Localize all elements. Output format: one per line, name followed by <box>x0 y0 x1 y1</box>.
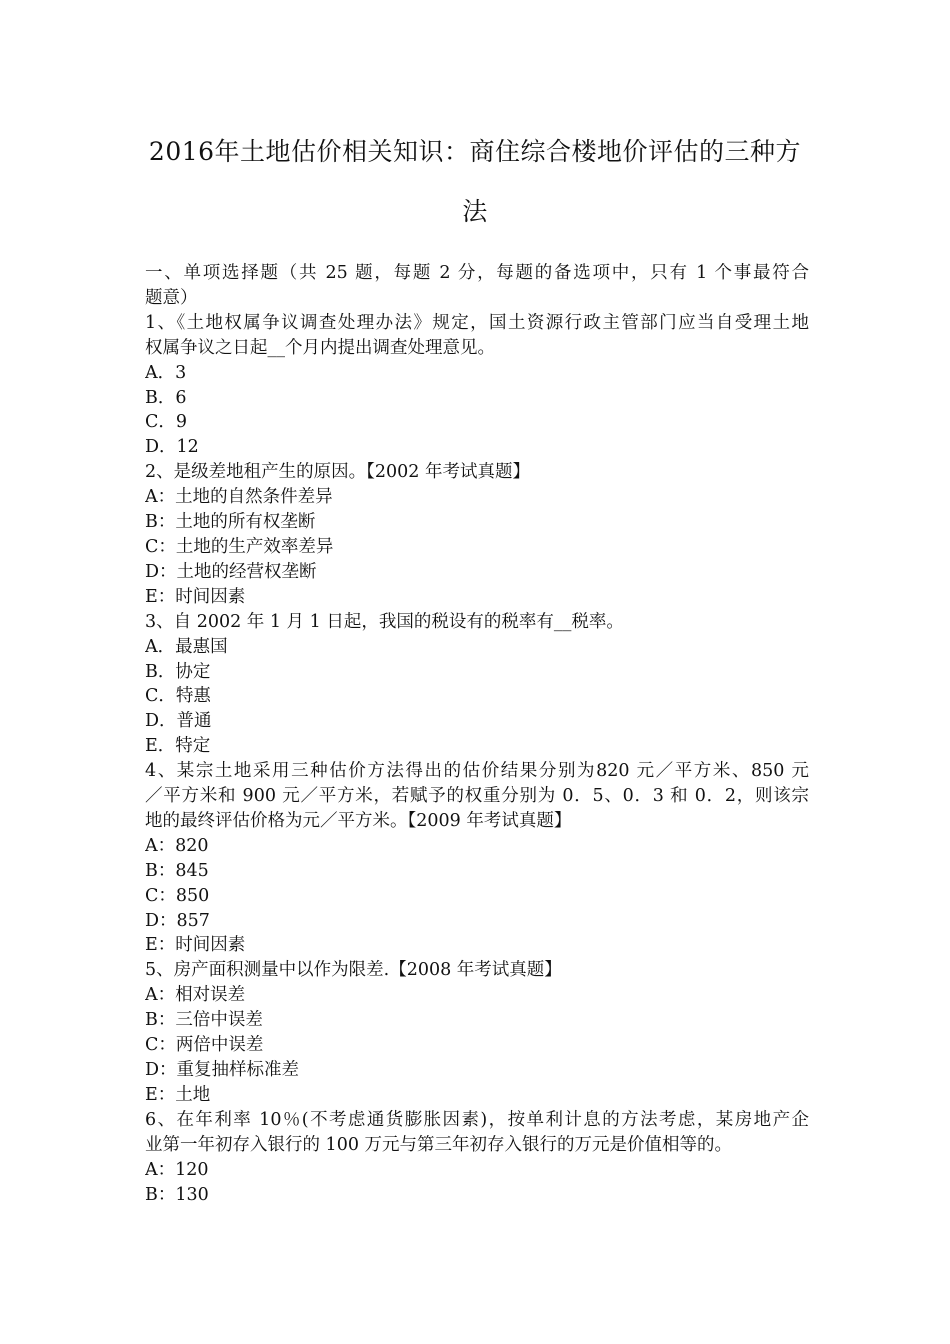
question-stem-line: 4、某宗土地采用三种估价方法得出的估价结果分别为820 元／平方米、850 元 <box>145 761 809 782</box>
question-stem-line: 权属争议之日起__个月内提出调查处理意见。 <box>145 337 495 358</box>
answer-option: D：857 <box>145 910 210 931</box>
answer-option: D．普通 <box>145 711 212 732</box>
answer-option: C：850 <box>145 885 210 906</box>
question-stem-line: 6、在年利率 10％(不考虑通货膨胀因素)，按单利计息的方法考虑，某房地产企 <box>145 1109 809 1130</box>
answer-option: D．12 <box>145 437 199 458</box>
section-heading <box>145 261 809 311</box>
question-stem-line: 5、房产面积测量中以作为限差.【2008 年考试真题】 <box>145 960 562 981</box>
question-stem-line: 3、自 2002 年 1 月 1 日起，我国的税设有的税率有__税率。 <box>145 611 624 632</box>
answer-option: E：时间因素 <box>145 586 246 607</box>
answer-option: A：土地的自然条件差异 <box>145 487 333 508</box>
question-5 <box>145 958 809 1107</box>
answer-option: C．特惠 <box>145 686 211 707</box>
answer-option: E．特定 <box>145 736 211 757</box>
question-stem-line: ／平方米和 900 元／平方米，若赋予的权重分别为 0．5、0．3 和 0．2，则该宗 <box>145 786 809 807</box>
question-6 <box>145 1108 809 1208</box>
answer-option: C．9 <box>145 412 188 433</box>
question-stem-line: 业第一年初存入银行的 100 万元与第三年初存入银行的万元是价值相等的。 <box>145 1134 733 1155</box>
question-stem-line: 地的最终评估价格为元／平方米。【2009 年考试真题】 <box>145 810 572 831</box>
question-stem-line: 1、《土地权属争议调查处理办法》规定，国土资源行政主管部门应当自受理土地 <box>145 312 809 333</box>
question-4 <box>145 759 809 958</box>
answer-option: B．协定 <box>145 661 211 682</box>
answer-option: B：土地的所有权垄断 <box>145 512 316 533</box>
answer-option: A：820 <box>145 835 209 856</box>
section-heading-line: 一、单项选择题（共 25 题，每题 2 分，每题的备选项中，只有 1 个事最符合 <box>145 263 809 283</box>
answer-option: B：845 <box>145 860 209 881</box>
answer-option: A：120 <box>145 1159 209 1180</box>
title-line: 法 <box>462 197 488 226</box>
answer-option: B：三倍中误差 <box>145 1010 263 1031</box>
answer-option: C：两倍中误差 <box>145 1035 264 1056</box>
answer-option: A．最惠国 <box>145 636 228 657</box>
answer-option: E：时间因素 <box>145 935 246 956</box>
answer-option: C：土地的生产效率差异 <box>145 536 334 557</box>
answer-option: D：土地的经营权垄断 <box>145 561 317 582</box>
title-line: 2016年土地估价相关知识：商住综合楼地价评估的三种方 <box>148 137 802 166</box>
document-title <box>120 122 830 242</box>
section-heading-line: 题意） <box>145 287 198 308</box>
answer-option: B．6 <box>145 387 187 408</box>
question-1 <box>145 311 809 460</box>
answer-option: D：重复抽样标准差 <box>145 1060 300 1080</box>
answer-option: B：130 <box>145 1184 209 1205</box>
answer-option: A：相对误差 <box>145 985 246 1006</box>
question-3 <box>145 610 809 759</box>
answer-option: A．3 <box>145 362 187 383</box>
question-stem-line: 2、是级差地租产生的原因。【2002 年考试真题】 <box>145 462 530 483</box>
question-2 <box>145 460 809 609</box>
answer-option: E：土地 <box>145 1084 211 1105</box>
document-body <box>145 261 809 1207</box>
